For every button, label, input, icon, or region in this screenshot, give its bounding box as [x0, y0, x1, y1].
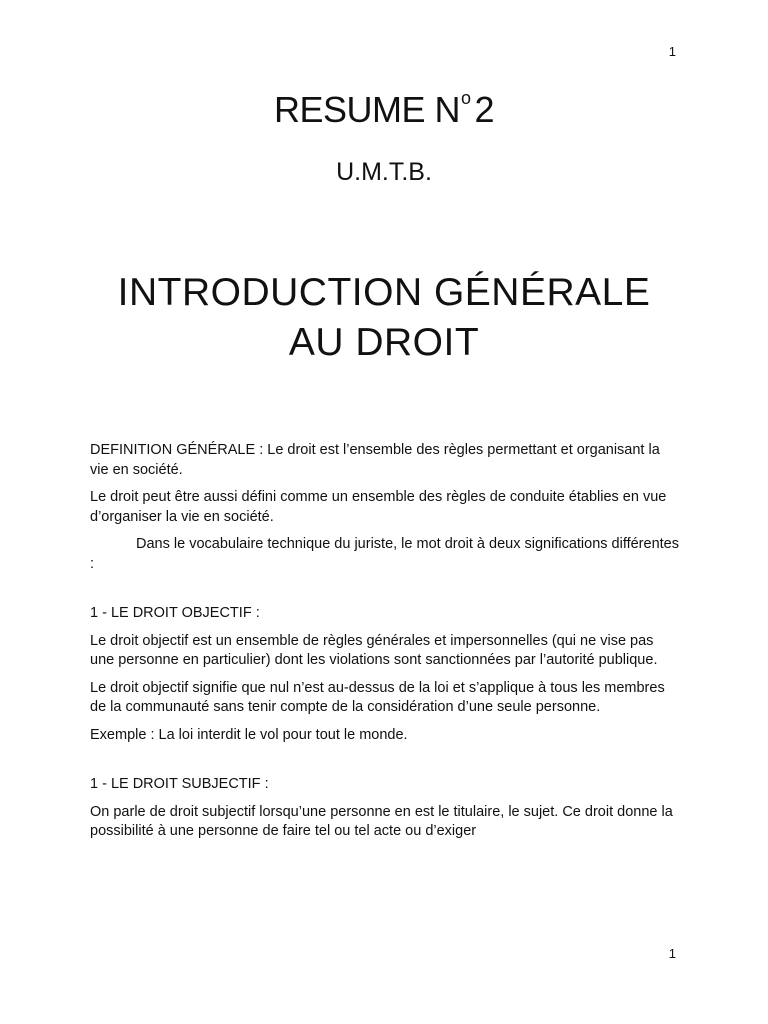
section-heading-subjectif: 1 - LE DROIT SUBJECTIF : — [90, 776, 269, 792]
title-number: 2 — [474, 89, 495, 130]
main-heading-line-2: AU DROIT — [288, 321, 480, 364]
objectif-paragraph-1: Le droit objectif est un ensemble de règles générales et impersonnelles (qui ne vise pas une personne en particulier) dont les violations sont sanctionnées par l’autorité publique. — [90, 632, 658, 668]
main-heading — [0, 268, 768, 368]
main-heading-line-1: INTRODUCTION GÉNÉRALE — [117, 271, 651, 314]
section-droit-objectif — [90, 604, 680, 745]
definition-paragraph-3: Dans le vocabulaire technique du juriste, le mot droit à deux significations différentes : — [90, 536, 679, 572]
document-body — [90, 441, 680, 850]
document-subtitle: U.M.T.B. — [336, 158, 432, 186]
section-droit-subjectif — [90, 775, 680, 842]
section-heading-objectif: 1 - LE DROIT OBJECTIF : — [90, 605, 260, 621]
definition-paragraph-1: DEFINITION GÉNÉRALE : Le droit est l’ensemble des règles permettant et organisant la vie en société. — [90, 442, 660, 478]
page-number-bottom: 1 — [668, 946, 676, 961]
page-number-top: 1 — [668, 44, 676, 59]
objectif-paragraph-2: Le droit objectif signifie que nul n’est au-dessus de la loi et s’applique à tous les membres de la communauté sans tenir compte de la considération d’une seule personne. — [90, 679, 665, 715]
subjectif-paragraph-1: On parle de droit subjectif lorsqu’une personne en est le titulaire, le sujet. Ce droit donne la possibilité à une personne de faire tel ou tel acte ou d’exiger — [90, 803, 673, 839]
definition-paragraph-2: Le droit peut être aussi défini comme un ensemble des règles de conduite établies en vue d’organiser la vie en société. — [90, 489, 667, 525]
document-title — [0, 88, 768, 131]
title-superscript: o — [460, 88, 471, 108]
objectif-example: Exemple : La loi interdit le vol pour tout le monde. — [90, 726, 408, 743]
title-text: RESUME N — [273, 89, 460, 130]
